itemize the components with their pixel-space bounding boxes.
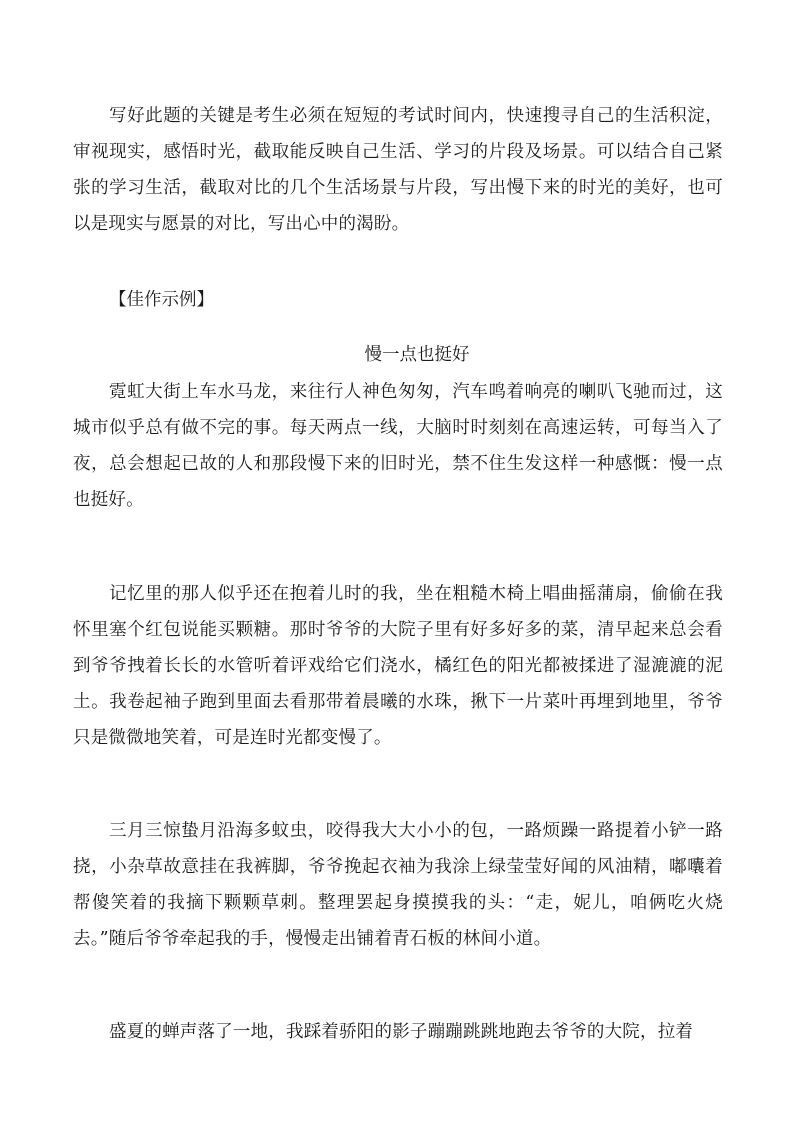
essay-paragraph-3: 三月三惊蛰月沿海多蚊虫，咬得我大大小小的包，一路烦躁一路提着小铲一路挠，小杂草故意挂在我裤脚，爷爷挽起衣袖为我涂上绿莹莹好闻的风油精，嘟囔着帮傻笑着的我摘下颗颗草刺。整理罢起身摸摸我的头：“走，妮儿，咱俩吃火烧去。”随后爷爷牵起我的手，慢慢走出铺着青石板的林间小道。 [73, 821, 723, 949]
intro-paragraph: 写好此题的关键是考生必须在短短的考试时间内，快速搜寻自己的生活积淀，审视现实，感悟时光，截取能反映自己生活、学习的片段及场景。可以结合自己紧张的学习生活，截取对比的几个生活场景与片段，写出慢下来的时光的美好，也可以是现实与愿景的对比，写出心中的渴盼。 [73, 106, 723, 234]
essay-title: 慢一点也挺好 [364, 345, 470, 365]
essay-paragraph-1: 霓虹大街上车水马龙，来往行人神色匆匆，汽车鸣着响亮的喇叭飞驰而过，这城市似乎总有做不完的事。每天两点一线，大脑时时刻刻在高速运转，可每当入了夜，总会想起已故的人和那段慢下来的旧时光，禁不住生发这样一种感慨：慢一点也挺好。 [73, 382, 723, 510]
section-label: 【佳作示例】 [109, 290, 214, 310]
essay-paragraph-4: 盛夏的蝉声落了一地，我踩着骄阳的影子蹦蹦跳跳地跑去爷爷的大院，拉着 [109, 1022, 694, 1042]
essay-paragraph-2: 记忆里的那人似乎还在抱着儿时的我，坐在粗糙木椅上唱曲摇蒲扇，偷偷在我怀里塞个红包说能买颗糖。那时爷爷的大院子里有好多好多的菜，清早起来总会看到爷爷拽着长长的水管听着评戏给它们浇水，橘红色的阳光都被揉进了湿漉漉的泥土。我卷起袖子跑到里面去看那带着晨曦的水珠，揪下一片菜叶再埋到地里，爷爷只是微微地笑着，可是连时光都变慢了。 [73, 584, 723, 748]
